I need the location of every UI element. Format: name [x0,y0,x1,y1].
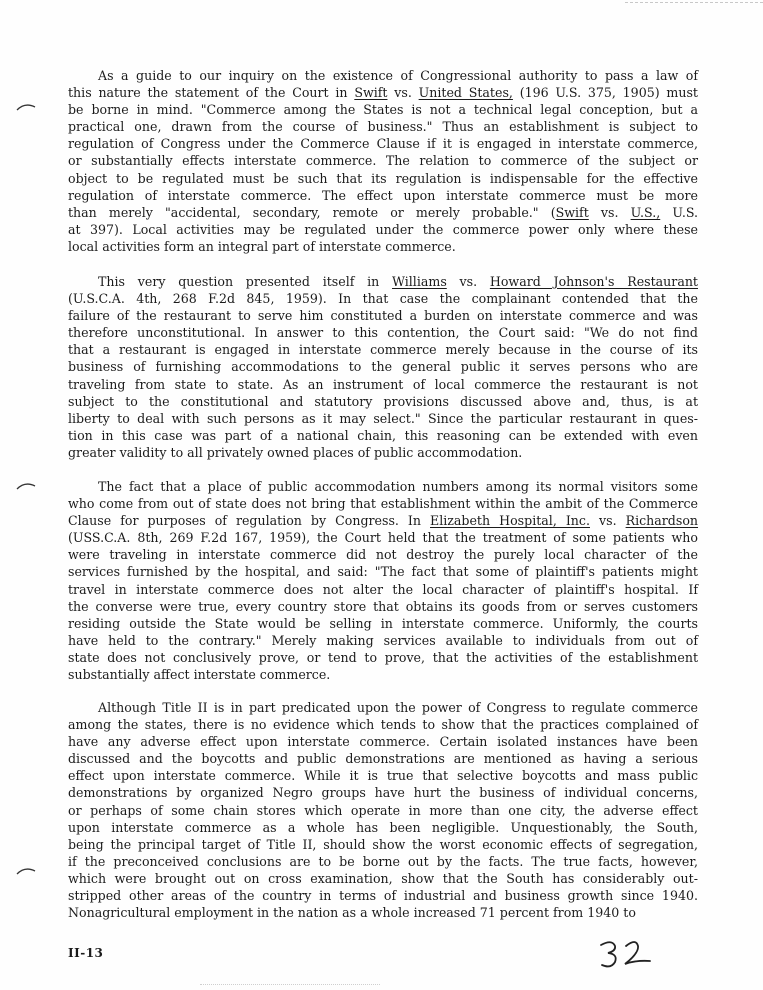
text-run: As a guide to our inquiry on the existence of Congressional authority to pass a law of [98,68,698,83]
text-run: traveling from state to state. As an instrument of local commerce the restaurant is not [68,376,698,392]
text-run: (USS.C.A. 8th, 269 F.2d 167, 1959), the Court held that the treatment of some patients who [68,530,698,546]
text-run: failure of the restaurant to serve him constituted a burden on interstate commerce and was [68,308,698,324]
text-run: vs. [589,513,626,529]
text-run: residing outside the State would be selling in interstate commerce. Uniformly, the courts [68,615,698,631]
margin-mark-icon [16,867,36,875]
text-line [68,307,698,324]
text-line [68,836,698,853]
text-line [68,495,698,512]
text-run: (U.S.C.A. 4th, 268 F.2d 845, 1959). In that case the complainant contended that the [68,291,698,307]
text-line [68,666,698,683]
text-line [68,152,698,169]
case-name: Swift [555,204,589,220]
text-line [68,290,698,307]
text-run: services furnished by the hospital, and said: "The fact that some of plaintiff's patients might [68,564,698,580]
text-run: or perhaps of some chain stores which operate in more than one city, the adverse effect [68,802,698,818]
text-line [68,529,698,546]
text-run: tion in this case was part of a national chain, this reasoning can be extended with even [68,427,698,443]
text-run: local activities form an integral part of interstate commerce. [68,238,456,254]
text-line [68,478,698,495]
paragraph-swift [68,67,698,255]
text-line [68,819,698,836]
text-run: if the preconceived conclusions are to be borne out by the facts. The true facts, however, [68,853,698,869]
text-run: This very question presented itself in [98,274,393,289]
text-line [68,802,698,819]
text-line [68,699,698,716]
text-run: The fact that a place of public accommodation numbers among its normal visitors some [98,479,698,494]
text-line [68,427,698,444]
text-line [68,615,698,632]
text-line [68,716,698,733]
text-run: subject to the constitutional and statutory provisions discussed above and, thus, is at [68,393,698,409]
margin-mark-icon [16,103,36,111]
text-run: the converse were true, every country store that obtains its goods from or serves customers [68,598,698,614]
handwritten-page-number-icon [598,936,658,970]
text-run: effect upon interstate commerce. While it is true that selective boycotts and mass public [68,768,698,784]
text-run: be borne in mind. "Commerce among the States is not a technical legal conception, but a [68,102,698,118]
text-run: regulation of Congress under the Commerce Clause if it is engaged in interstate commerce, [68,136,698,152]
text-run: liberty to deal with such persons as it may select." Since the particular restaurant in ques- [68,410,698,426]
text-line [68,904,698,921]
text-line [68,221,698,238]
text-run: state does not conclusively prove, or tend to prove, that the activities of the establishment [68,649,698,665]
text-line [68,853,698,870]
case-name: United States, [418,85,513,101]
text-line [68,581,698,598]
text-run: which were brought out on cross examination, show that the South has considerably out- [68,870,698,886]
text-line [68,767,698,784]
text-run: vs. [588,204,631,220]
text-line [68,870,698,887]
text-run: Clause for purposes of regulation by Congress. In [68,513,431,529]
text-line [68,887,698,904]
paragraph-williams [68,273,698,461]
text-line [68,512,698,529]
page-label: II-13 [68,946,104,960]
case-name: U.S., [630,204,661,220]
text-run: vs. [446,274,490,289]
text-line [68,410,698,427]
text-line [68,324,698,341]
text-line [68,101,698,118]
case-name: Richardson [625,513,699,529]
paragraph-title-ii [68,699,698,921]
text-line [68,750,698,767]
text-run: that a restaurant is engaged in interstate commerce merely because in the course of its [68,342,698,358]
text-line [68,546,698,563]
text-run: U.S. [660,204,698,220]
text-run: among the states, there is no evidence which tends to show that the practices complained of [68,717,698,733]
text-run: regulation of interstate commerce. The effect upon interstate commerce must be more [68,187,698,203]
bottom-edge-dotted-line [200,984,380,985]
text-line [68,67,698,84]
text-run: than merely "accidental, secondary, remote or merely probable." ( [68,204,556,220]
case-name: Swift [354,85,388,101]
text-line [68,238,698,255]
text-run: stripped other areas of the country in terms of industrial and business growth since 1940. [68,888,698,904]
text-line [68,376,698,393]
text-line [68,118,698,135]
text-line [68,598,698,615]
text-run: greater validity to all privately owned places of public accommodation. [68,444,523,460]
paragraph-elizabeth-hospital [68,478,698,683]
text-line [68,393,698,410]
text-run: discussed and the boycotts and public demonstrations are mentioned as having a serious [68,751,698,767]
text-run: who come from out of state does not bring that establishment within the ambit of the Commerce [68,496,698,512]
text-run: at 397). Local activities may be regulated under the commerce power only where these [68,221,698,237]
text-run: vs. [387,85,419,101]
text-line [68,563,698,580]
text-run: or substantially effects interstate commerce. The relation to commerce of the subject or [68,153,698,169]
text-line [68,444,698,461]
text-line [68,84,698,101]
margin-mark-icon [16,482,36,490]
text-line [68,204,698,221]
text-run: have held to the contrary." Merely making services available to individuals from out of [68,632,698,648]
text-line [68,733,698,750]
case-name: Williams [392,274,447,289]
text-run: travel in interstate commerce does not alter the local character of plaintiff's hospital. If [68,581,698,597]
text-run: substantially affect interstate commerce. [68,667,331,683]
text-line [68,358,698,375]
text-run: upon interstate commerce as a whole has been negligible. Unquestionably, the South, [68,819,698,835]
text-run: demonstrations by organized Negro groups have hurt the business of individual concerns, [68,785,698,801]
text-line [68,341,698,358]
text-line [68,170,698,187]
text-run: Although Title II is in part predicated upon the power of Congress to regulate commerce [98,700,698,715]
case-name: Elizabeth Hospital, Inc. [430,513,590,529]
text-run: business of furnishing accommodations to the general public it serves persons who are [68,359,698,375]
text-run: being the principal target of Title II, should show the worst economic effects of segregation, [68,836,698,852]
text-line [68,632,698,649]
text-run: this nature the statement of the Court in [68,85,355,101]
top-edge-dotted-line [625,2,763,3]
text-run: object to be regulated must be such that its regulation is indispensable for the effective [68,170,698,186]
text-line [68,135,698,152]
text-line [68,784,698,801]
text-run: therefore unconstitutional. In answer to this contention, the Court said: "We do not find [68,325,698,341]
case-name: Howard Johnson's Restaurant [489,274,698,289]
text-line [68,187,698,204]
text-run: Nonagricultural employment in the nation as a whole increased 71 percent from 1940 to [68,905,636,921]
text-run: practical one, drawn from the course of business." Thus an establishment is subject to [68,119,698,135]
text-line [68,649,698,666]
text-run: (196 U.S. 375, 1905) must [512,85,698,101]
text-line [68,273,698,290]
text-run: have any adverse effect upon interstate commerce. Certain isolated instances have been [68,734,698,750]
text-run: were traveling in interstate commerce did not destroy the purely local character of the [68,547,698,563]
